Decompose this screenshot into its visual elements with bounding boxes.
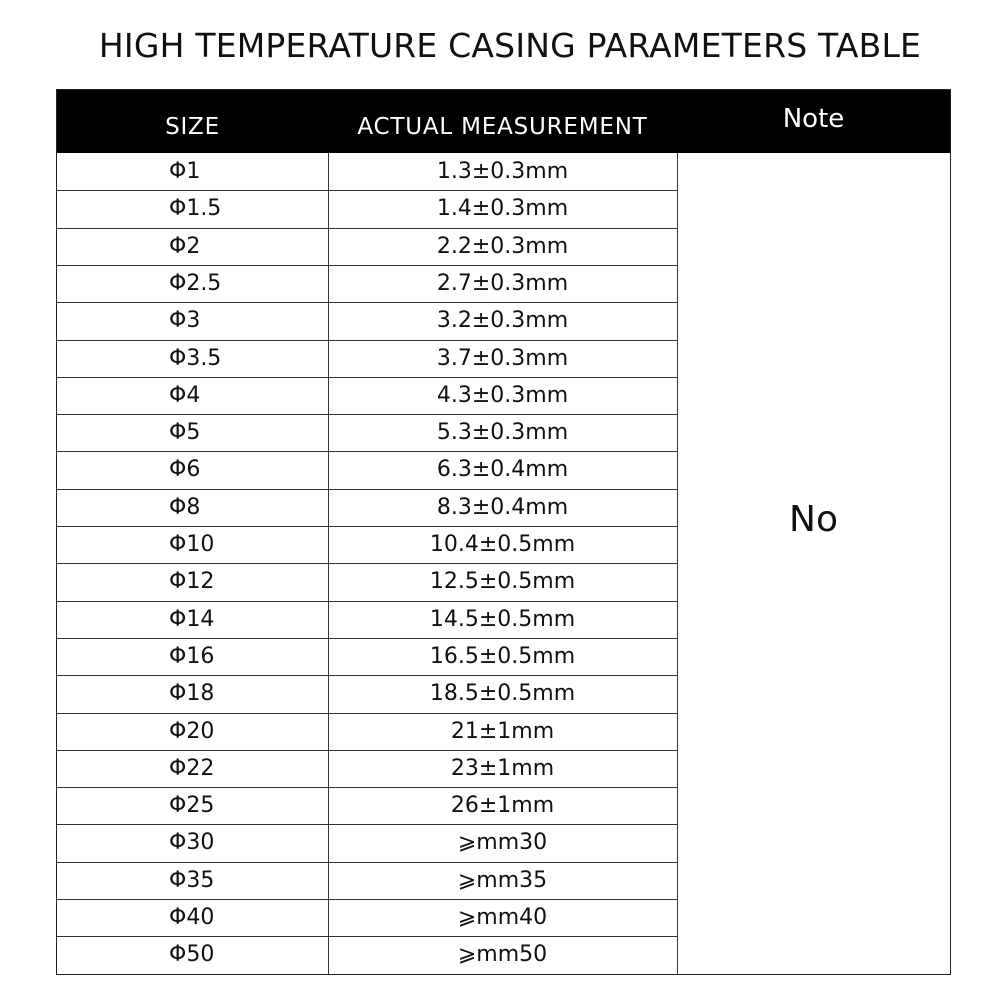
size-cell: Φ25 bbox=[169, 793, 215, 819]
table-row bbox=[57, 153, 677, 190]
size-cell: Φ8 bbox=[169, 494, 201, 520]
parameters-table bbox=[56, 89, 951, 975]
table-row bbox=[57, 302, 677, 339]
size-cell: Φ12 bbox=[169, 569, 215, 595]
row-divider bbox=[57, 377, 677, 378]
table-header bbox=[57, 90, 950, 153]
table-row bbox=[57, 563, 677, 600]
row-divider bbox=[57, 936, 677, 937]
measurement-cell: 5.3±0.3mm bbox=[436, 420, 569, 446]
row-divider bbox=[57, 526, 677, 527]
table-row bbox=[57, 787, 677, 824]
measurement-cell: 1.4±0.3mm bbox=[436, 196, 569, 222]
measurement-cell: 23±1mm bbox=[450, 755, 555, 781]
table-row bbox=[57, 451, 677, 488]
size-cell: Φ10 bbox=[169, 532, 215, 557]
measurement-cell: ⩾mm35 bbox=[457, 867, 548, 893]
header-note: Note bbox=[782, 103, 845, 134]
measurement-cell: 10.4±0.5mm bbox=[429, 532, 576, 557]
size-cell: Φ5 bbox=[169, 420, 201, 446]
size-cell: Φ22 bbox=[169, 755, 215, 781]
size-cell: Φ3.5 bbox=[169, 345, 222, 371]
measurement-cell: ⩾mm40 bbox=[457, 905, 548, 930]
row-divider bbox=[57, 713, 677, 714]
measurement-cell: 6.3±0.4mm bbox=[436, 457, 569, 483]
measurement-cell: 3.2±0.3mm bbox=[436, 308, 569, 334]
row-divider bbox=[57, 787, 677, 788]
size-cell: Φ6 bbox=[169, 457, 201, 483]
table-row bbox=[57, 750, 677, 787]
size-cell: Φ20 bbox=[169, 718, 215, 744]
size-cell: Φ35 bbox=[169, 867, 215, 893]
table-row bbox=[57, 265, 677, 302]
row-divider bbox=[57, 638, 677, 639]
table-row bbox=[57, 638, 677, 675]
measurement-cell: 8.3±0.4mm bbox=[436, 494, 569, 520]
measurement-cell: 12.5±0.5mm bbox=[429, 569, 576, 595]
table-row bbox=[57, 190, 677, 227]
row-divider bbox=[57, 899, 677, 900]
table-row bbox=[57, 489, 677, 526]
size-cell: Φ4 bbox=[169, 382, 201, 408]
measurement-cell: 21±1mm bbox=[450, 718, 555, 744]
row-divider bbox=[57, 824, 677, 825]
table-row bbox=[57, 713, 677, 750]
table-body bbox=[57, 153, 950, 974]
size-cell: Φ40 bbox=[169, 905, 215, 930]
table-row bbox=[57, 601, 677, 638]
size-cell: Φ1.5 bbox=[169, 196, 222, 222]
page-title: HIGH TEMPERATURE CASING PARAMETERS TABLE bbox=[98, 26, 922, 65]
size-cell: Φ16 bbox=[169, 643, 215, 669]
measurement-cell: ⩾mm50 bbox=[457, 942, 548, 968]
row-divider bbox=[57, 601, 677, 602]
row-divider bbox=[57, 675, 677, 676]
measurement-cell: ⩾mm30 bbox=[457, 830, 548, 856]
table-row bbox=[57, 377, 677, 414]
row-divider bbox=[57, 190, 677, 191]
table-row bbox=[57, 936, 677, 973]
measurement-cell: 18.5±0.5mm bbox=[429, 681, 576, 707]
row-divider bbox=[57, 228, 677, 229]
size-cell: Φ14 bbox=[169, 606, 215, 632]
header-actual-measurement: ACTUAL MEASUREMENT bbox=[357, 113, 648, 140]
table-row bbox=[57, 414, 677, 451]
size-cell: Φ2 bbox=[169, 233, 201, 259]
row-divider bbox=[57, 340, 677, 341]
row-divider bbox=[57, 451, 677, 452]
row-divider bbox=[57, 489, 677, 490]
row-divider bbox=[57, 302, 677, 303]
measurement-cell: 2.2±0.3mm bbox=[436, 233, 569, 259]
table-row bbox=[57, 228, 677, 265]
row-divider bbox=[57, 563, 677, 564]
size-cell: Φ2.5 bbox=[169, 270, 222, 296]
measurement-cell: 16.5±0.5mm bbox=[429, 643, 576, 669]
measurement-cell: 14.5±0.5mm bbox=[429, 606, 576, 632]
size-cell: Φ50 bbox=[169, 942, 215, 968]
measurement-cell: 1.3±0.3mm bbox=[436, 159, 569, 184]
header-size: SIZE bbox=[165, 113, 220, 140]
row-divider bbox=[57, 862, 677, 863]
size-cell: Φ18 bbox=[169, 681, 215, 707]
table-row bbox=[57, 824, 677, 861]
row-divider bbox=[57, 750, 677, 751]
size-cell: Φ3 bbox=[169, 308, 201, 334]
note-value: No bbox=[789, 498, 838, 540]
measurement-cell: 4.3±0.3mm bbox=[436, 382, 569, 408]
measurement-cell: 2.7±0.3mm bbox=[436, 270, 569, 296]
size-cell: Φ1 bbox=[169, 159, 201, 184]
size-cell: Φ30 bbox=[169, 830, 215, 856]
table-row bbox=[57, 675, 677, 712]
measurement-cell: 3.7±0.3mm bbox=[436, 345, 569, 371]
table-row bbox=[57, 340, 677, 377]
row-divider bbox=[57, 414, 677, 415]
table-row bbox=[57, 899, 677, 936]
row-divider bbox=[57, 265, 677, 266]
table-row bbox=[57, 526, 677, 563]
table-row bbox=[57, 862, 677, 899]
measurement-cell: 26±1mm bbox=[450, 793, 555, 819]
